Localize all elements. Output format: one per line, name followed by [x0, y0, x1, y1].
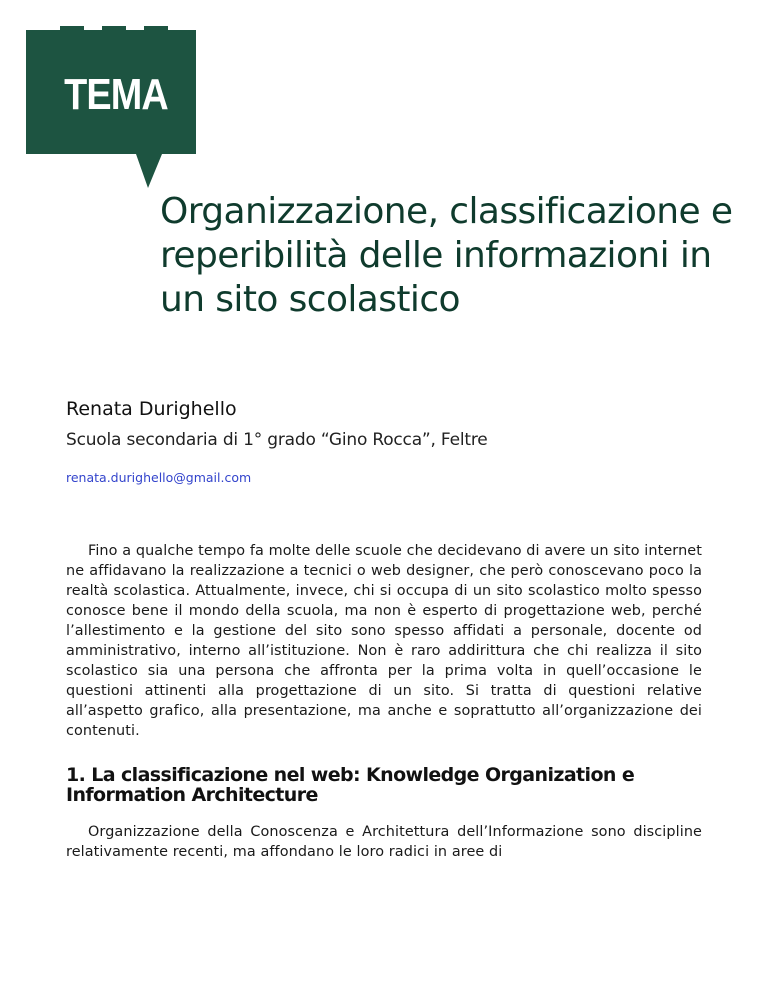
tema-badge [26, 26, 196, 188]
badge-label: TEMA [64, 70, 168, 119]
intro-paragraph: Fino a qualche tempo fa molte delle scuole che decidevano di avere un sito internet ne affidavano la realizzazione a tecnici o web designer, che però conoscevano poco la realtà scolastica. Attualmente, invece, chi si occupa di un sito scolastico molto spesso conosce bene il mondo della scuola, ma non è esperto di progettazione web, perché l’allestimento e la gestione del sito sono spesso affidati a personale, docente od amministrativo, interno all’istituzione. Non è raro addirittura che chi realizza il sito scolastico sia una persona che affronta per la prima volta in quell’occasione le questioni attinenti alla progettazione di un sito. Si tratta di questioni relative all’aspetto grafico, alla presentazione, ma anche e soprattutto all’organizzazione dei contenuti. [66, 543, 702, 739]
section-1-heading: 1. La classificazione nel web: Knowledge Organization e Information Architecture [66, 764, 635, 806]
author-name: Renata Durighello [66, 398, 237, 420]
section-1-paragraph: Organizzazione della Conoscenza e Architettura dell’Informazione sono discipline relativamente recenti, ma affondano le loro radici in aree di [66, 824, 702, 860]
article-title: Organizzazione, classificazione e reperibilità delle informazioni in un sito scolastico [160, 191, 733, 320]
author-email-link[interactable]: renata.durighello@gmail.com [66, 470, 252, 485]
author-affiliation: Scuola secondaria di 1° grado “Gino Rocca”, Feltre [66, 430, 488, 450]
